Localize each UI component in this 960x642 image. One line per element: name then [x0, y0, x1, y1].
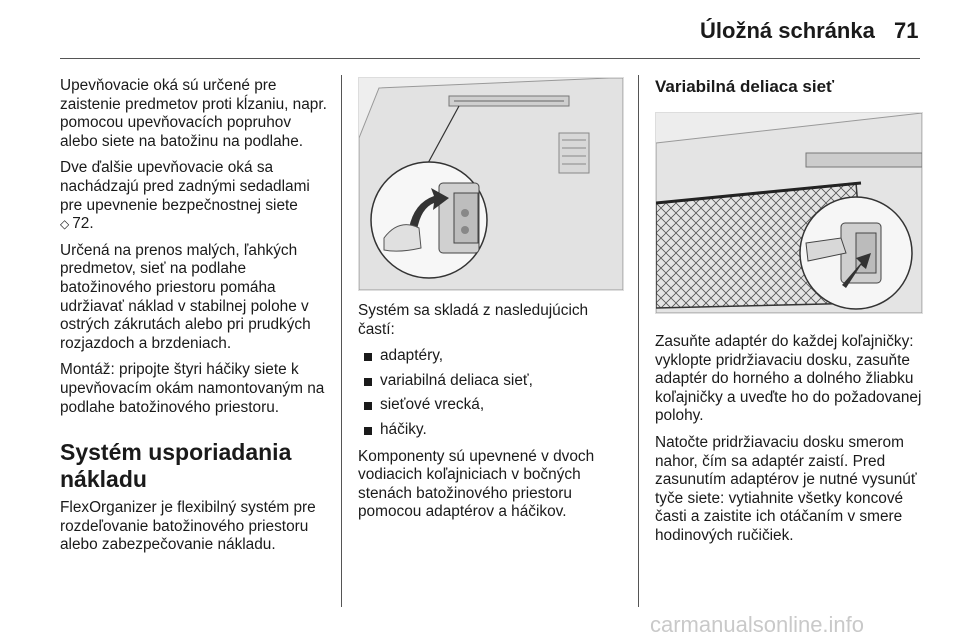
column-divider-2	[638, 75, 639, 607]
list-item: háčiky.	[358, 421, 622, 440]
column-3	[655, 77, 923, 105]
list-item: variabilná deliaca sieť,	[358, 372, 622, 391]
paragraph: FlexOrganizer je flexibilný systém pre rozdeľovanie batožinového priestoru alebo zabezpečovanie nákladu.	[60, 499, 316, 554]
header-rule	[60, 58, 920, 59]
paragraph: Zasuňte adaptér do každej koľajničky: vyklopte pridržiavaciu dosku, zasuňte adaptér do horného a dolného žliabku koľajničky a uveďte ho do požadovanej polohy.	[655, 333, 922, 425]
paragraph: Montáž: pripojte štyri háčiky siete k upevňovacím okám namontovaným na podlahe batožinového priestoru.	[60, 361, 325, 416]
page-reference-arrow-icon: ◇	[60, 217, 70, 232]
page-reference[interactable]: 72.	[72, 215, 94, 233]
page-number: 71	[894, 18, 919, 43]
paragraph: Komponenty sú upevnené v dvoch vodiacich koľajniciach v bočných stenách batožinového priestoru pomocou adaptérov a háčikov.	[358, 447, 595, 521]
column-3-text	[655, 333, 923, 554]
paragraph	[60, 159, 328, 233]
section-heading: Variabilná deliaca sieť	[655, 77, 835, 96]
trunk-rail-adapter-illustration	[358, 77, 624, 291]
column-1	[60, 77, 328, 563]
paragraph-text: Dve ďalšie upevňovacie oká sa nachádzajú pred zadnými sedadlami pre upevnenie bezpečnostnej siete	[60, 159, 310, 214]
watermark: carmanualsonline.info	[650, 612, 865, 637]
column-divider-1	[341, 75, 342, 607]
component-list	[358, 347, 622, 439]
paragraph: Určená na prenos malých, ľahkých predmetov, sieť na podlahe batožinového priestoru pomáha udržiavať náklad v stabilnej polohe v ostrých zákrutách alebo pri prudkých rozjazdoch a brzdeniach.	[60, 241, 311, 352]
partition-net-illustration	[655, 112, 923, 314]
column-2	[358, 302, 622, 530]
paragraph: Natočte pridržiavaciu dosku smerom nahor, čím sa adaptér zaistí. Pred zasunutím adaptérov je nutné vysunúť tyče siete: vytiahnite všetky koncové časti a zaistite ich otáčaním v smere hodinových ručičiek.	[655, 433, 917, 544]
paragraph: Upevňovacie oká sú určené pre zaistenie predmetov proti kĺzaniu, napr. pomocou upevňovacích popruhov alebo siete na batožinu na podlahe.	[60, 77, 327, 150]
page-header-title: Úložná schránka	[700, 18, 875, 43]
section-heading: Systém usporiadania nákladu	[60, 439, 292, 493]
list-item: adaptéry,	[358, 347, 622, 366]
paragraph: Systém sa skladá z nasledujúcich častí:	[358, 302, 589, 338]
list-item: sieťové vrecká,	[358, 396, 622, 415]
